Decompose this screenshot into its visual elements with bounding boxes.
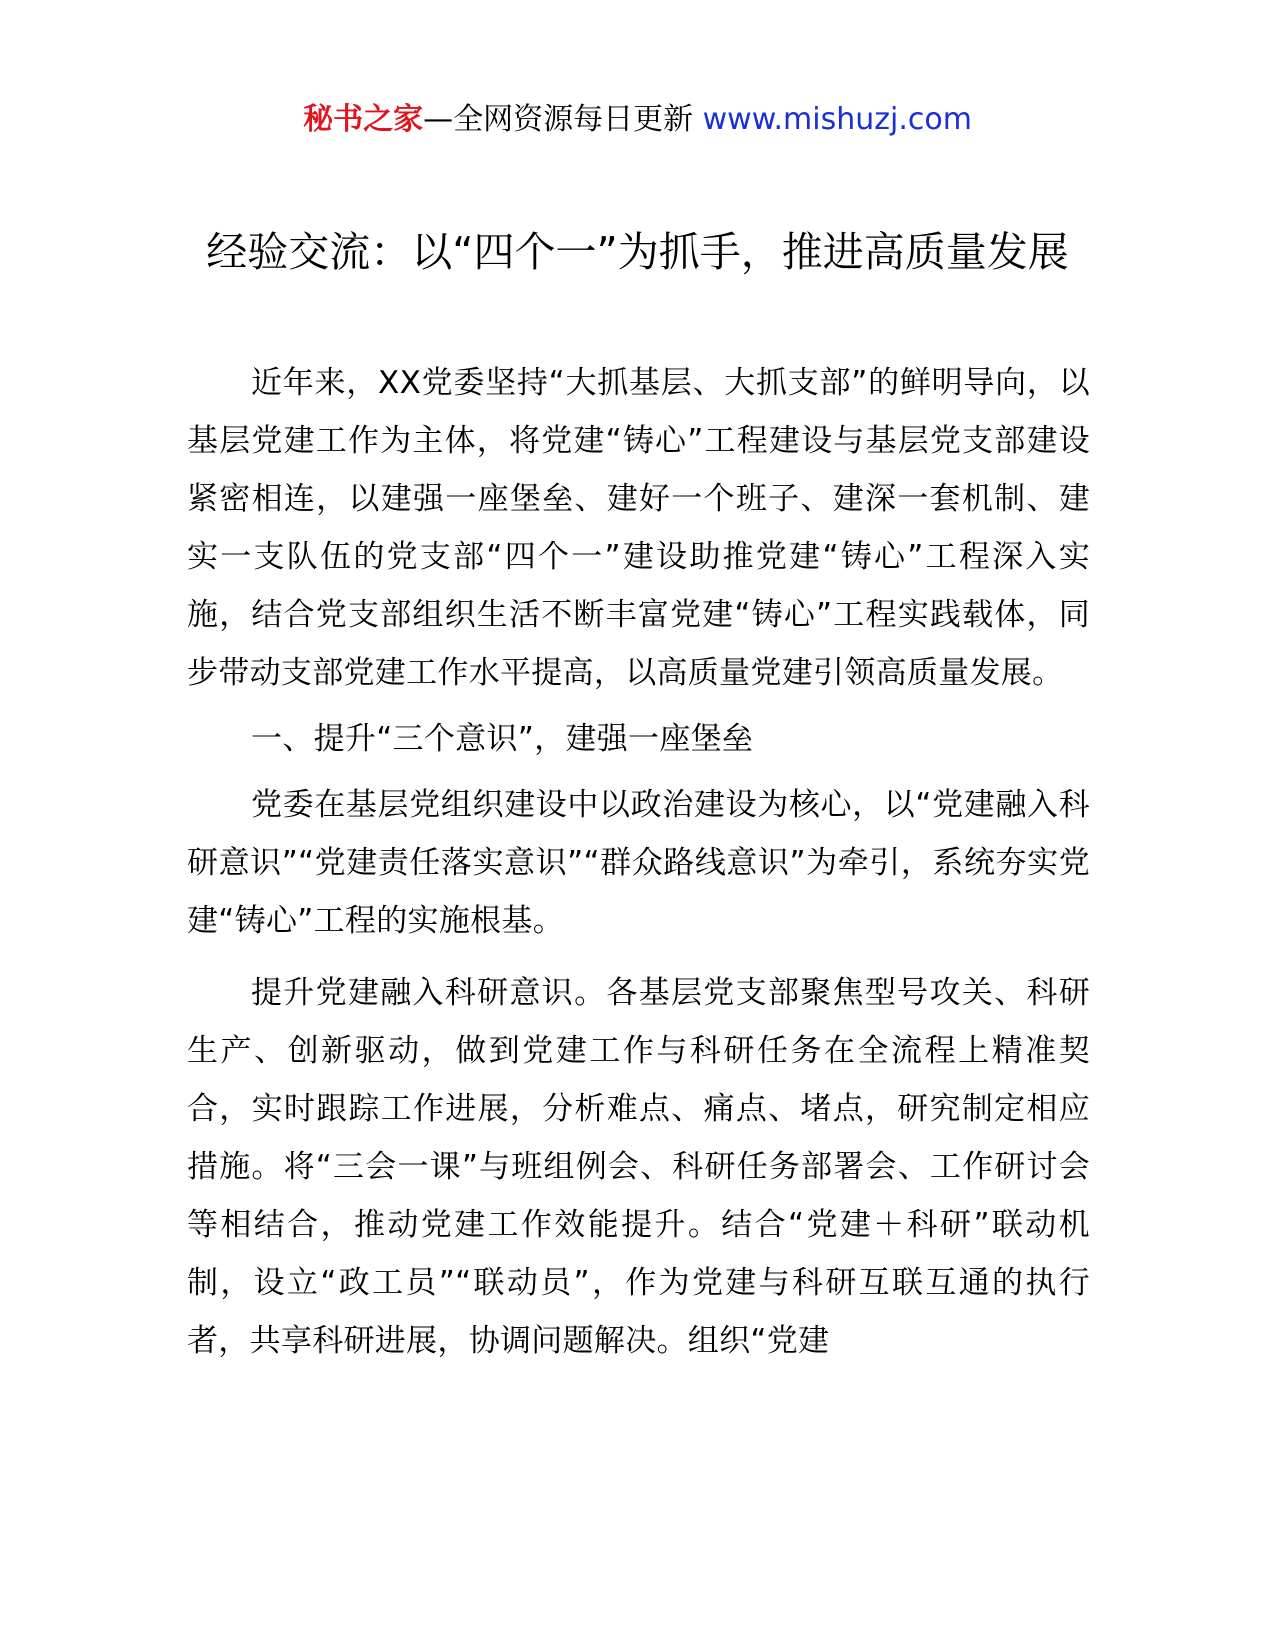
section-paragraph: 党委在基层党组织建设中以政治建设为核心，以“党建融入科研意识”“党建责任落实意识”“群众路线意识”为牵引，系统夯实党建“铸心”工程的实施根基。 xyxy=(187,787,1090,939)
site-url-link[interactable]: www.mishuzj.com xyxy=(702,102,972,137)
document-title: 经验交流：以“四个一”为抓手，推进高质量发展 xyxy=(206,228,1069,276)
site-header xyxy=(0,100,1275,140)
header-tagline: —全网资源每日更新 xyxy=(423,102,694,137)
brand-name: 秘书之家 xyxy=(303,102,424,137)
intro-paragraph: 近年来，XX党委坚持“大抓基层、大抓支部”的鲜明导向，以基层党建工作为主体，将党建“铸心”工程建设与基层党支部建设紧密相连，以建强一座堡垒、建好一个班子、建深一套机制、建实一支队伍的党支部“四个一”建设助推党建“铸心”工程深入实施，结合党支部组织生活不断丰富党建“铸心”工程实践载体，同步带动支部党建工作水平提高，以高质量党建引领高质量发展。 xyxy=(187,365,1090,691)
document-body xyxy=(187,354,1090,1370)
section-heading: 一、提升“三个意识”，建强一座堡垒 xyxy=(251,721,754,757)
section-paragraph: 提升党建融入科研意识。各基层党支部聚焦型号攻关、科研生产、创新驱动，做到党建工作与科研任务在全流程上精准契合，实时跟踪工作进展，分析难点、痛点、堵点，研究制定相应措施。将“三会一课”与班组例会、科研任务部署会、工作研讨会等相结合，推动党建工作效能提升。结合“党建＋科研”联动机制，设立“政工员”“联动员”，作为党建与科研互联互通的执行者，共享科研进展，协调问题解决。组织“党建 xyxy=(187,975,1090,1359)
